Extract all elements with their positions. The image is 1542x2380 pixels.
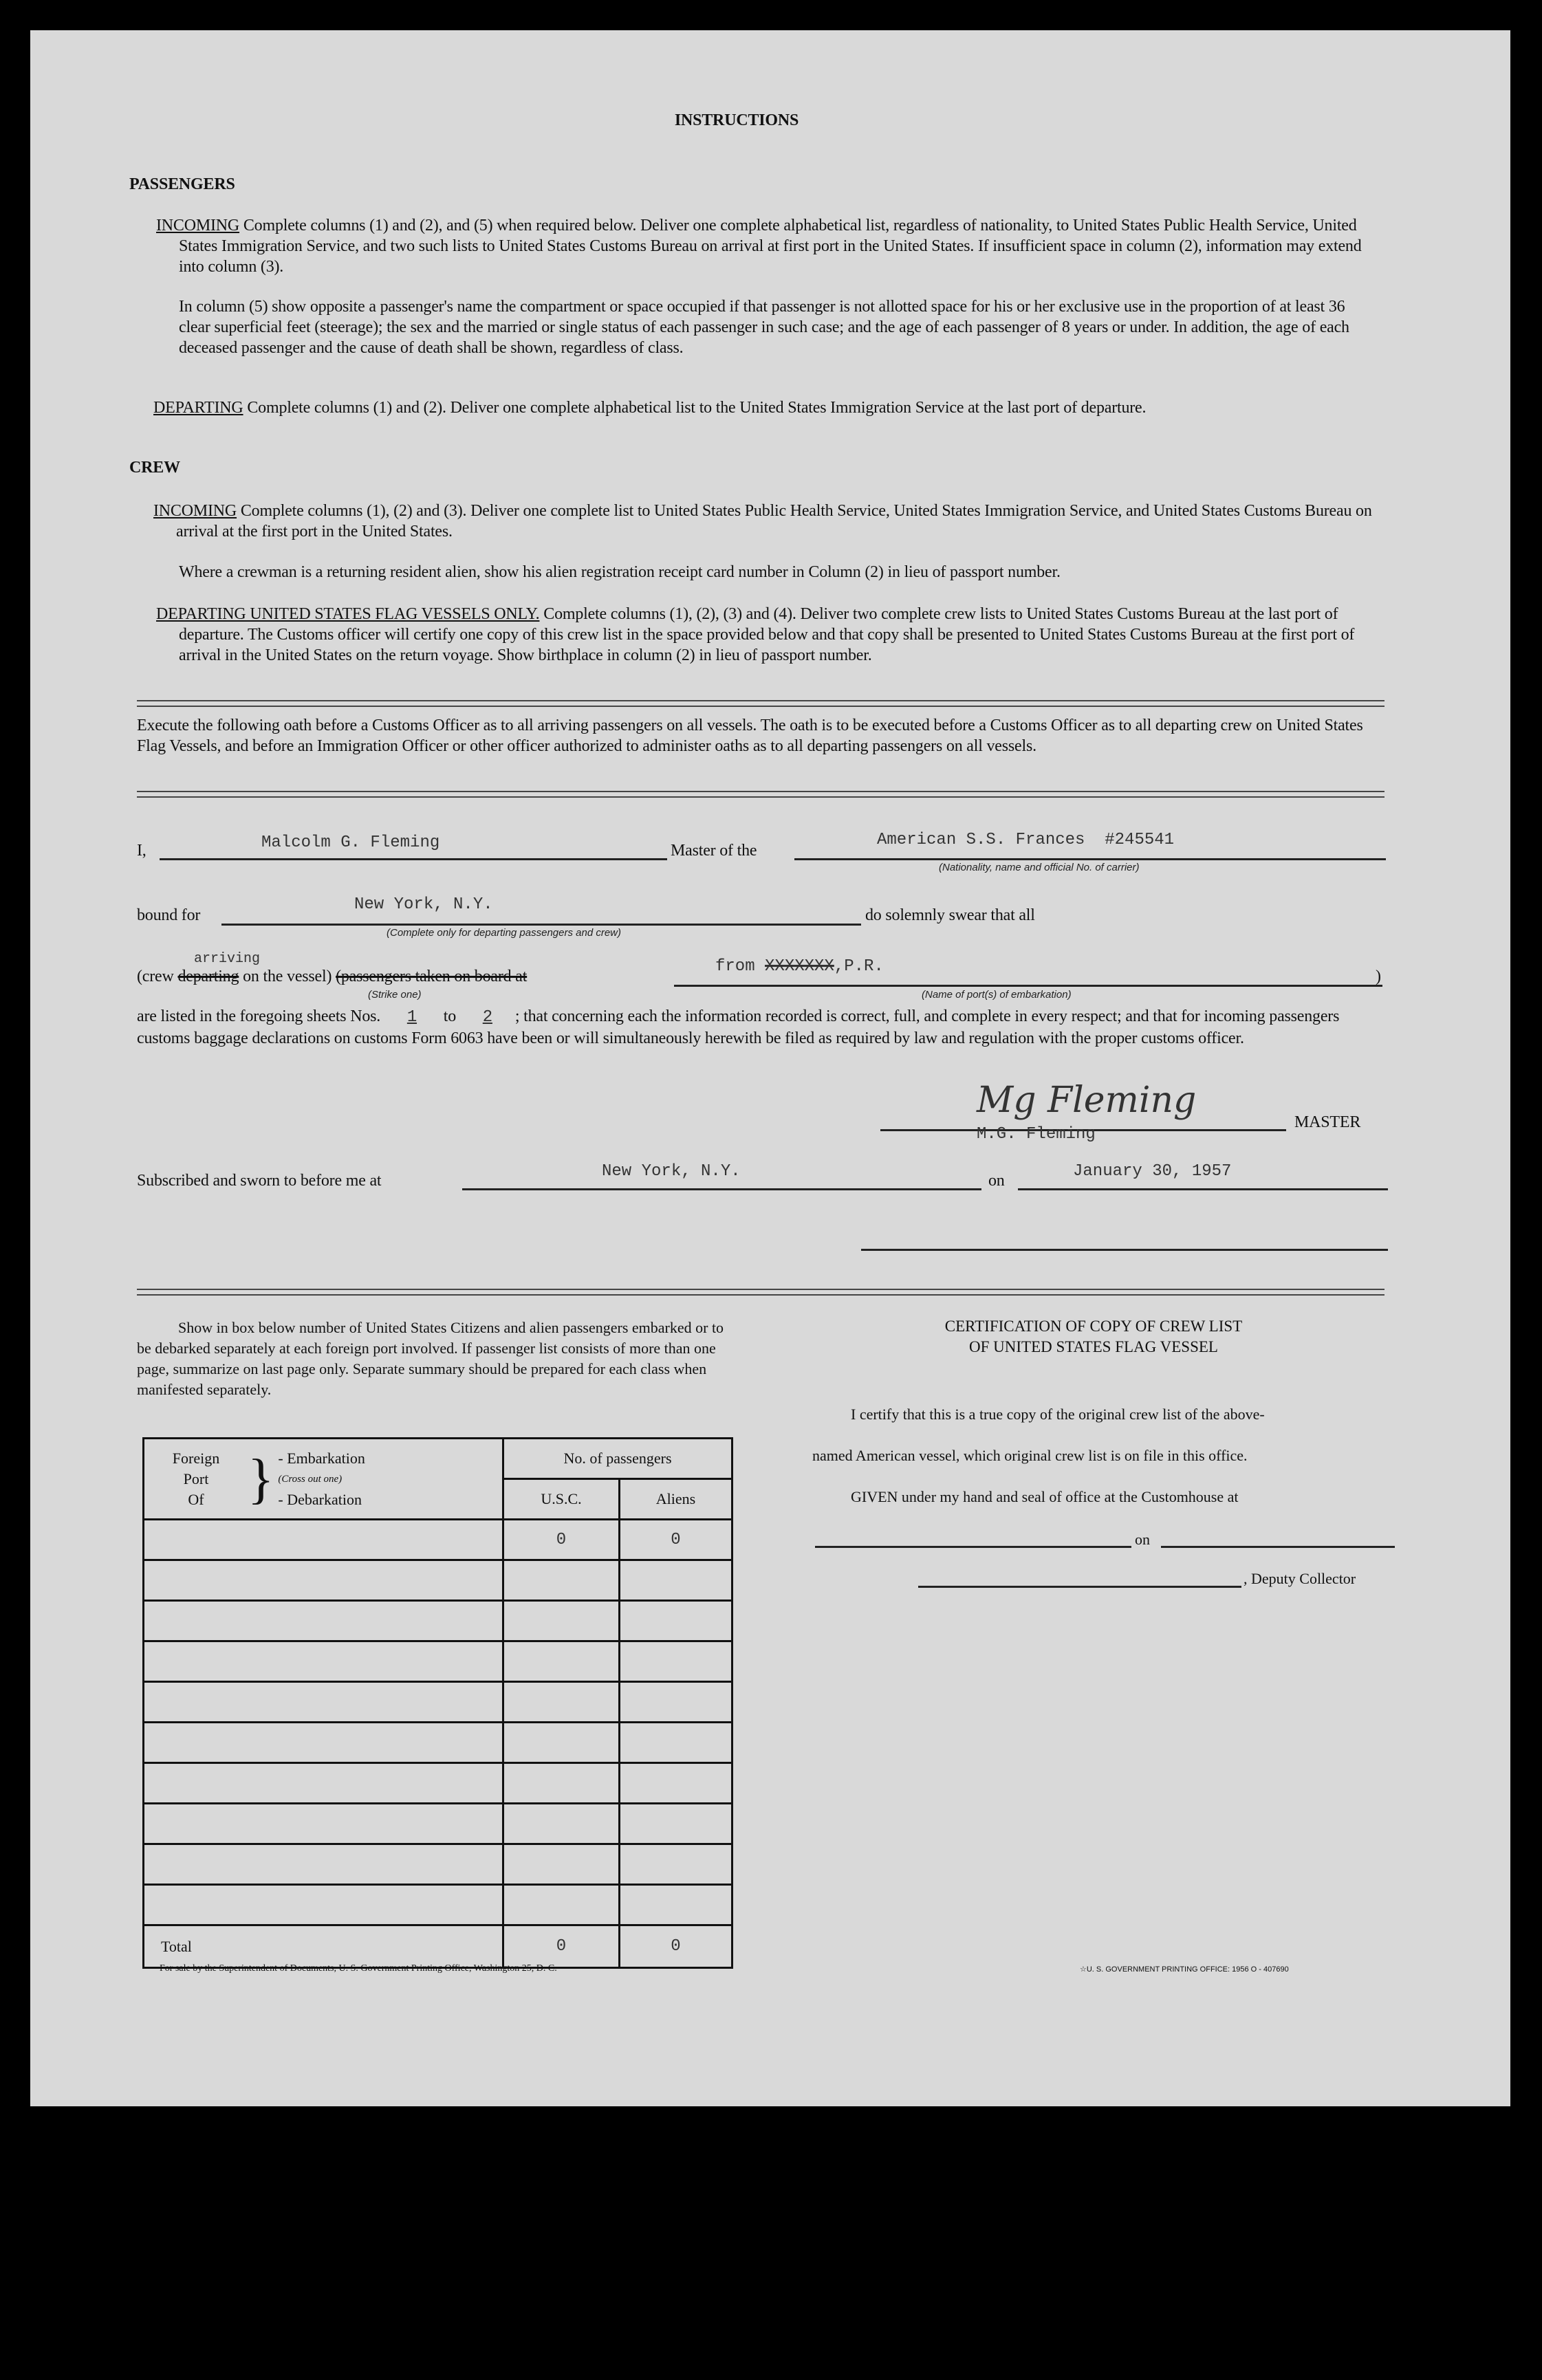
cell-port[interactable]: [144, 1885, 503, 1925]
table-row: [144, 1885, 732, 1925]
carrier-field[interactable]: [794, 858, 1386, 860]
table-row: [144, 1682, 732, 1723]
close-paren: ): [1376, 968, 1381, 985]
carrier-value: American S.S. Frances #245541: [877, 831, 1175, 849]
passengers-heading: PASSENGERS: [129, 175, 235, 193]
cell-aliens[interactable]: 0: [619, 1520, 732, 1560]
strike-caption: (Strike one): [368, 989, 422, 1001]
signer-typed-name: M.G. Fleming: [977, 1125, 1096, 1144]
officer-signature-line[interactable]: [861, 1249, 1388, 1251]
passengers-incoming-text: [156, 215, 1379, 277]
cell-aliens[interactable]: [619, 1885, 732, 1925]
cell-port[interactable]: [144, 1682, 503, 1723]
port-label-of: Of: [188, 1490, 204, 1508]
crew-departing-body: Complete columns (1), (2), (3) and (4). Deliver two complete crew lists to United States Customs Bureau at the last port of departure. The Customs officer will certify one copy of this crew list in the space provided below and that copy shall be presented to United States Customs Bureau at the first port of arrival in the United States on the return voyage. Show birthplace in column (2) in lieu of passport number.: [179, 605, 1355, 664]
customhouse-field[interactable]: [815, 1546, 1131, 1548]
on-vessel: on the vessel): [243, 968, 332, 985]
subscribed-label: Subscribed and sworn to before me at: [137, 1172, 382, 1190]
table-row: [144, 1804, 732, 1844]
port-suffix: ,P.R.: [834, 957, 884, 976]
port-label-foreign: Foreign: [172, 1449, 220, 1467]
cell-aliens[interactable]: [619, 1804, 732, 1844]
cell-aliens[interactable]: [619, 1560, 732, 1601]
passenger-summary-table: [142, 1437, 733, 1969]
summary-instruction: Show in box below number of United States Citizens and alien passengers embarked or to be debarked separately at each foreign port involved. If passenger list consists of more than one page, summarize on last page only. Separate summary should be prepared for each class when manifested separately.: [137, 1319, 724, 1398]
passengers-header: No. of passengers: [503, 1439, 732, 1479]
passengers-departing-text: [153, 397, 1379, 418]
incoming-text: Complete columns (1) and (2), and (5) when required below. Deliver one complete alphabetical list, regardless of nationality, to United States Public Health Service, United States Immigration Service, and two such lists to United States Customs Bureau on arrival at first port in the United States. If insufficient space in column (2), information may extend into column (3).: [179, 217, 1362, 276]
cell-aliens[interactable]: [619, 1641, 732, 1682]
cell-aliens[interactable]: [619, 1844, 732, 1885]
total-aliens[interactable]: 0: [619, 1925, 732, 1968]
carrier-caption: (Nationality, name and official No. of carrier): [939, 862, 1140, 873]
from-prefix: from: [715, 957, 755, 976]
cell-aliens[interactable]: [619, 1763, 732, 1804]
cell-usc[interactable]: [503, 1682, 620, 1723]
listed-label: are listed in the foregoing sheets Nos.: [137, 1007, 381, 1025]
crew-heading: CREW: [129, 459, 180, 477]
port-struck: XXXXXXX: [765, 957, 834, 976]
table-row: [144, 1520, 732, 1560]
cell-aliens[interactable]: [619, 1723, 732, 1763]
cert-on-label: on: [1135, 1531, 1150, 1548]
total-row: [144, 1925, 732, 1968]
listed-rest: ; that concerning each the information recorded is correct, full, and complete in every respect; and that for incoming passengers customs baggage declarations on customs Form 6063 have been or will simultaneously herewith be filed as required by law and regulation with the proper customs officer.: [137, 1007, 1340, 1047]
footer-left: For sale by the Superintendent of Documents, U. S. Government Printing Office, Washington 25, D. C.: [160, 1963, 557, 1974]
crew-incoming-text: [153, 501, 1379, 542]
sworn-date-value: January 30, 1957: [1073, 1162, 1232, 1181]
certify-line1: I certify that this is a true copy of the original crew list of the above-: [851, 1406, 1265, 1423]
brace-icon: }: [248, 1448, 274, 1509]
table-row: [144, 1763, 732, 1804]
divider: [137, 791, 1384, 798]
total-usc[interactable]: 0: [503, 1925, 620, 1968]
cross-out-note: (Cross out one): [278, 1473, 343, 1485]
instructions-title: INSTRUCTIONS: [674, 111, 799, 129]
sheet-from[interactable]: 1: [406, 1008, 417, 1027]
i-label: I,: [137, 842, 146, 860]
cert-title-line2: OF UNITED STATES FLAG VESSEL: [969, 1338, 1218, 1355]
debarkation-option[interactable]: - Debarkation: [278, 1490, 362, 1508]
divider: [137, 1289, 1384, 1296]
oath-instruction: Execute the following oath before a Customs Officer as to all arriving passengers on all vessels. The oath is to be executed before a Customs Officer as to all departing crew on United States Flag Vessels, and before an Immigration Officer or other officer authorized to administer oaths as to all departing passengers on all vessels.: [137, 717, 1363, 755]
usc-header: U.S.C.: [503, 1479, 620, 1520]
cell-port[interactable]: [144, 1844, 503, 1885]
cert-title-line1: CERTIFICATION OF COPY OF CREW LIST: [944, 1318, 1243, 1335]
cell-port[interactable]: [144, 1641, 503, 1682]
crew-strike-line: [137, 966, 527, 987]
column5-text: In column (5) show opposite a passenger's name the compartment or space occupied if that passenger is not allotted space for his or her exclusive use in the proportion of at least 36 clear superficial feet (steerage); the sex and the married or single status of each passenger in such case; and the age of each passenger of 8 years or under. In addition, the age of each deceased passenger and the cause of death shall be shown, regardless of class.: [179, 298, 1349, 357]
bound-for-caption: (Complete only for departing passengers and crew): [387, 927, 622, 939]
cell-aliens[interactable]: [619, 1682, 732, 1723]
sheet-to[interactable]: 2: [482, 1008, 492, 1027]
total-label: Total: [144, 1925, 503, 1968]
master-signature: Mg Fleming: [977, 1080, 1197, 1121]
cert-date-field[interactable]: [1161, 1546, 1395, 1548]
on-label: on: [988, 1172, 1005, 1190]
departing-struck: departing: [177, 968, 239, 985]
table-row: [144, 1723, 732, 1763]
cell-usc[interactable]: [503, 1560, 620, 1601]
aliens-header: Aliens: [619, 1479, 732, 1520]
table-row: [144, 1560, 732, 1601]
departing-label: DEPARTING: [153, 399, 243, 417]
port-of-embarkation-value: [715, 957, 884, 976]
cell-port[interactable]: [144, 1804, 503, 1844]
certify-line2: named American vessel, which original crew list is on file in this office.: [812, 1447, 1248, 1464]
embarkation-option[interactable]: - Embarkation: [278, 1449, 365, 1467]
to-label: to: [443, 1007, 457, 1025]
cell-usc[interactable]: [503, 1885, 620, 1925]
cell-port[interactable]: [144, 1723, 503, 1763]
certification-title: [784, 1316, 1403, 1357]
master-name-field[interactable]: [160, 858, 667, 860]
cell-usc[interactable]: [503, 1804, 620, 1844]
divider: [137, 700, 1384, 707]
cell-usc[interactable]: [503, 1723, 620, 1763]
bound-for-field[interactable]: [221, 924, 861, 926]
arriving-typed: arriving: [194, 951, 261, 967]
master-label: MASTER: [1294, 1113, 1361, 1131]
crew-open: (crew: [137, 968, 174, 985]
given-text: GIVEN under my hand and seal of office at the Customhouse at: [851, 1488, 1239, 1505]
departing-text: Complete columns (1) and (2). Deliver one complete alphabetical list to the United States Immigration Service at the last port of departure.: [247, 399, 1147, 417]
table-row: [144, 1601, 732, 1641]
passengers-struck: (passengers taken on board at: [336, 968, 528, 985]
table-row: [144, 1641, 732, 1682]
cell-port[interactable]: [144, 1560, 503, 1601]
crew-departing-text: [156, 604, 1379, 666]
deputy-collector-label: , Deputy Collector: [1244, 1570, 1356, 1587]
cell-usc[interactable]: 0: [503, 1520, 620, 1560]
port-label-port: Port: [183, 1470, 209, 1487]
cell-aliens[interactable]: [619, 1601, 732, 1641]
table-row: [144, 1844, 732, 1885]
sworn-date-field[interactable]: [1018, 1188, 1388, 1190]
incoming-label: INCOMING: [156, 217, 240, 234]
sworn-place-field[interactable]: [462, 1188, 981, 1190]
cell-port[interactable]: [144, 1763, 503, 1804]
port-caption: (Name of port(s) of embarkation): [922, 989, 1072, 1001]
deputy-collector-field[interactable]: [918, 1586, 1241, 1588]
port-header: [144, 1439, 503, 1520]
cell-port[interactable]: [144, 1520, 503, 1560]
crew-incoming-body: Complete columns (1), (2) and (3). Deliver one complete list to United States Public Health Service, United States Immigration Service, and United States Customs Bureau on arrival at the first port in the United States.: [176, 502, 1372, 541]
crew-incoming-label: INCOMING: [153, 502, 237, 520]
cell-usc[interactable]: [503, 1763, 620, 1804]
master-name-value: Malcolm G. Fleming: [261, 833, 440, 852]
port-of-embarkation-field[interactable]: [674, 985, 1382, 987]
master-of-label: Master of the: [671, 842, 757, 860]
sworn-place-value: New York, N.Y.: [602, 1162, 741, 1181]
cell-usc[interactable]: [503, 1601, 620, 1641]
footer-right: ☆U. S. GOVERNMENT PRINTING OFFICE: 1956 O - 407690: [1080, 1965, 1289, 1974]
swear-label: do solemnly swear that all: [865, 906, 1035, 924]
bound-for-label: bound for: [137, 906, 201, 924]
cell-usc[interactable]: [503, 1844, 620, 1885]
bound-for-value: New York, N.Y.: [354, 895, 493, 914]
listed-text: [137, 1006, 1368, 1049]
cell-port[interactable]: [144, 1601, 503, 1641]
resident-alien-text: Where a crewman is a returning resident alien, show his alien registration receipt card number in Column (2) in lieu of passport number.: [179, 563, 1061, 581]
cell-usc[interactable]: [503, 1641, 620, 1682]
crew-departing-label: DEPARTING UNITED STATES FLAG VESSELS ONLY.: [156, 605, 540, 623]
